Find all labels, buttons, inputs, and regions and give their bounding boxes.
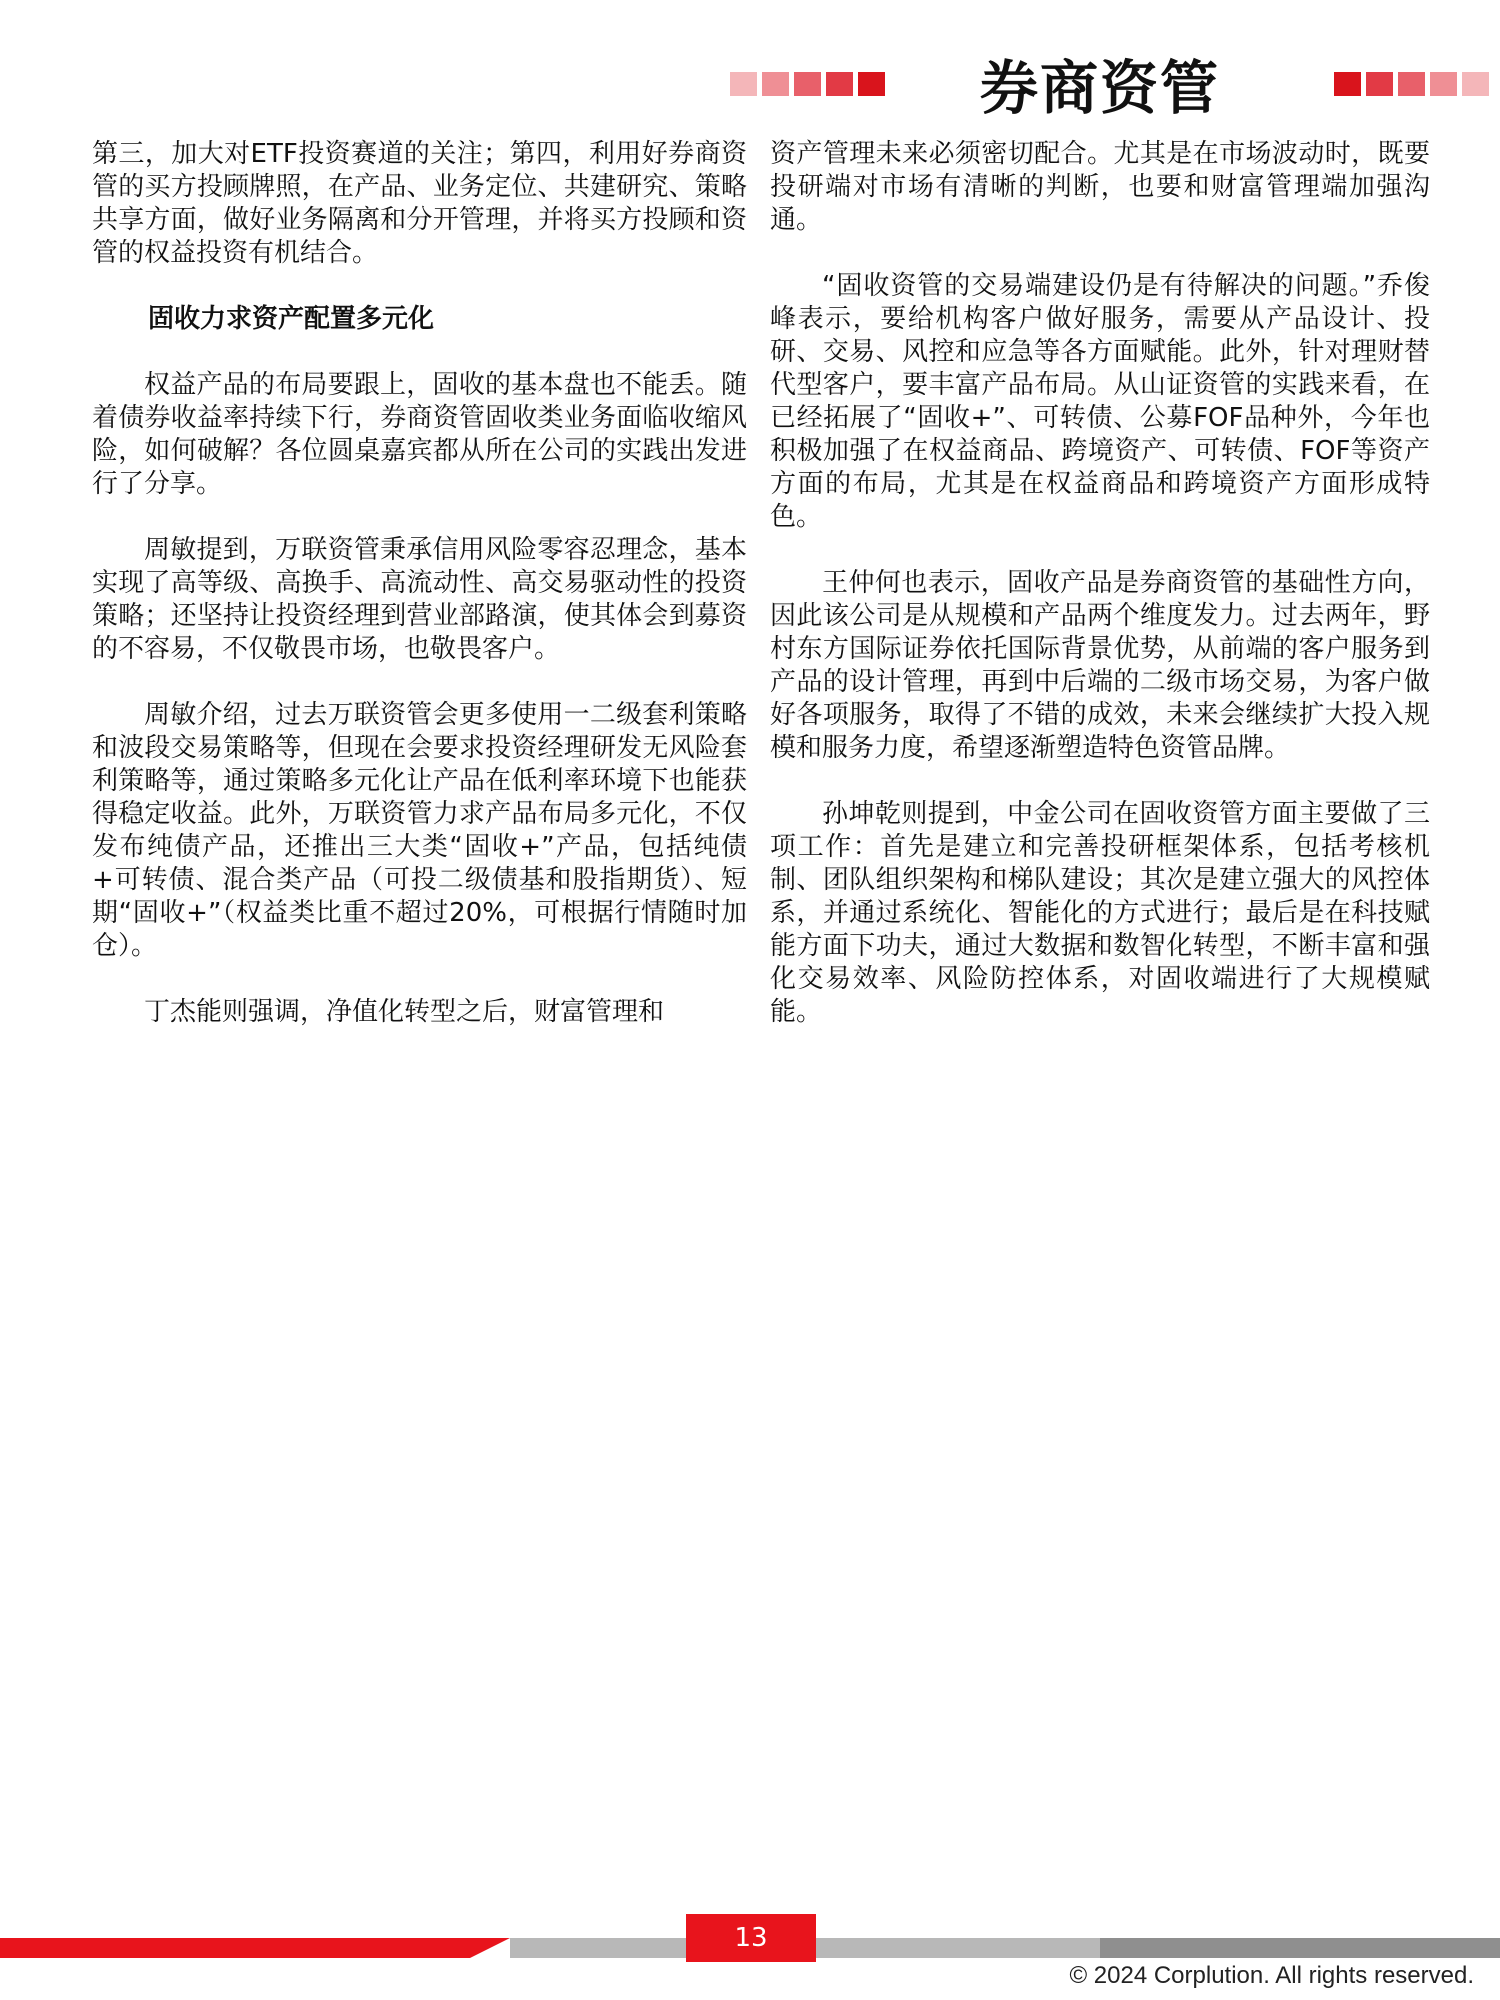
left-column	[92, 138, 747, 1062]
paragraph: 资产管理未来必须密切配合。尤其是在市场波动时，既要投研端对市场有清晰的判断，也要和财富管理端加强沟通。	[770, 139, 1430, 235]
right-column	[770, 138, 1430, 1062]
paragraph: 孙坤乾则提到，中金公司在固收资管方面主要做了三项工作：首先是建立和完善投研框架体系，包括考核机制、团队组织架构和梯队建设；其次是建立强大的风控体系，并通过系统化、智能化的方式进行；最后是在科技赋能方面下功夫，通过大数据和数智化转型，不断丰富和强化交易效率、风险防控体系，对固收端进行了大规模赋能。	[770, 799, 1430, 1027]
paragraph: 周敏介绍，过去万联资管会更多使用一二级套利策略和波段交易策略等，但现在会要求投资经理研发无风险套利策略等，通过策略多元化让产品在低利率环境下也能获得稳定收益。此外，万联资管力求产品布局多元化，不仅发布纯债产品，还推出三大类“固收+”产品，包括纯债+可转债、混合类产品（可投二级债基和股指期货）、短期“固收+”（权益类比重不超过20%，可根据行情随时加仓）。	[92, 700, 747, 961]
header-block	[762, 72, 789, 96]
section-title: 券商资管	[980, 54, 1221, 122]
header-decoration-right	[1334, 72, 1489, 96]
header-block	[826, 72, 853, 96]
paragraph: 权益产品的布局要跟上，固收的基本盘也不能丢。随着债券收益率持续下行，券商资管固收类业务面临收缩风险，如何破解？各位圆桌嘉宾都从所在公司的实践出发进行了分享。	[92, 370, 747, 499]
footer-bar-dark	[1100, 1938, 1500, 1958]
header-block	[1398, 72, 1425, 96]
copyright-notice: © 2024 Corplution. All rights reserved.	[1069, 1962, 1474, 1989]
header-block	[730, 72, 757, 96]
header-decoration-left	[730, 72, 885, 96]
paragraph: 丁杰能则强调，净值化转型之后，财富管理和	[144, 997, 665, 1027]
header-block	[858, 72, 885, 96]
footer-bar-red	[0, 1938, 470, 1958]
paragraph: 周敏提到，万联资管秉承信用风险零容忍理念，基本实现了高等级、高换手、高流动性、高交易驱动性的投资策略；还坚持让投资经理到营业部路演，使其体会到募资的不容易，不仅敬畏市场，也敬畏客户。	[92, 535, 747, 664]
header-block	[1462, 72, 1489, 96]
subheading: 固收力求资产配置多元化	[148, 304, 435, 334]
header-block	[794, 72, 821, 96]
paragraph: “固收资管的交易端建设仍是有待解决的问题。”乔俊峰表示，要给机构客户做好服务，需要从产品设计、投研、交易、风控和应急等各方面赋能。此外，针对理财替代型客户，要丰富产品布局。从山证资管的实践来看，在已经拓展了“固收+”、可转债、公募FOF品种外，今年也积极加强了在权益商品、跨境资产、可转债、FOF等资产方面的布局，尤其是在权益商品和跨境资产方面形成特色。	[770, 271, 1430, 532]
page-number: 13	[686, 1914, 816, 1962]
header-block	[1430, 72, 1457, 96]
paragraph: 第三，加大对ETF投资赛道的关注；第四，利用好券商资管的买方投顾牌照，在产品、业务定位、共建研究、策略共享方面，做好业务隔离和分开管理，并将买方投顾和资管的权益投资有机结合。	[92, 139, 747, 268]
paragraph: 王仲何也表示，固收产品是券商资管的基础性方向，因此该公司是从规模和产品两个维度发力。过去两年，野村东方国际证券依托国际背景优势，从前端的客户服务到产品的设计管理，再到中后端的二级市场交易，为客户做好各项服务，取得了不错的成效，未来会继续扩大投入规模和服务力度，希望逐渐塑造特色资管品牌。	[770, 568, 1430, 763]
header-block	[1334, 72, 1361, 96]
footer-bar-slant	[470, 1938, 510, 1958]
header-block	[1366, 72, 1393, 96]
